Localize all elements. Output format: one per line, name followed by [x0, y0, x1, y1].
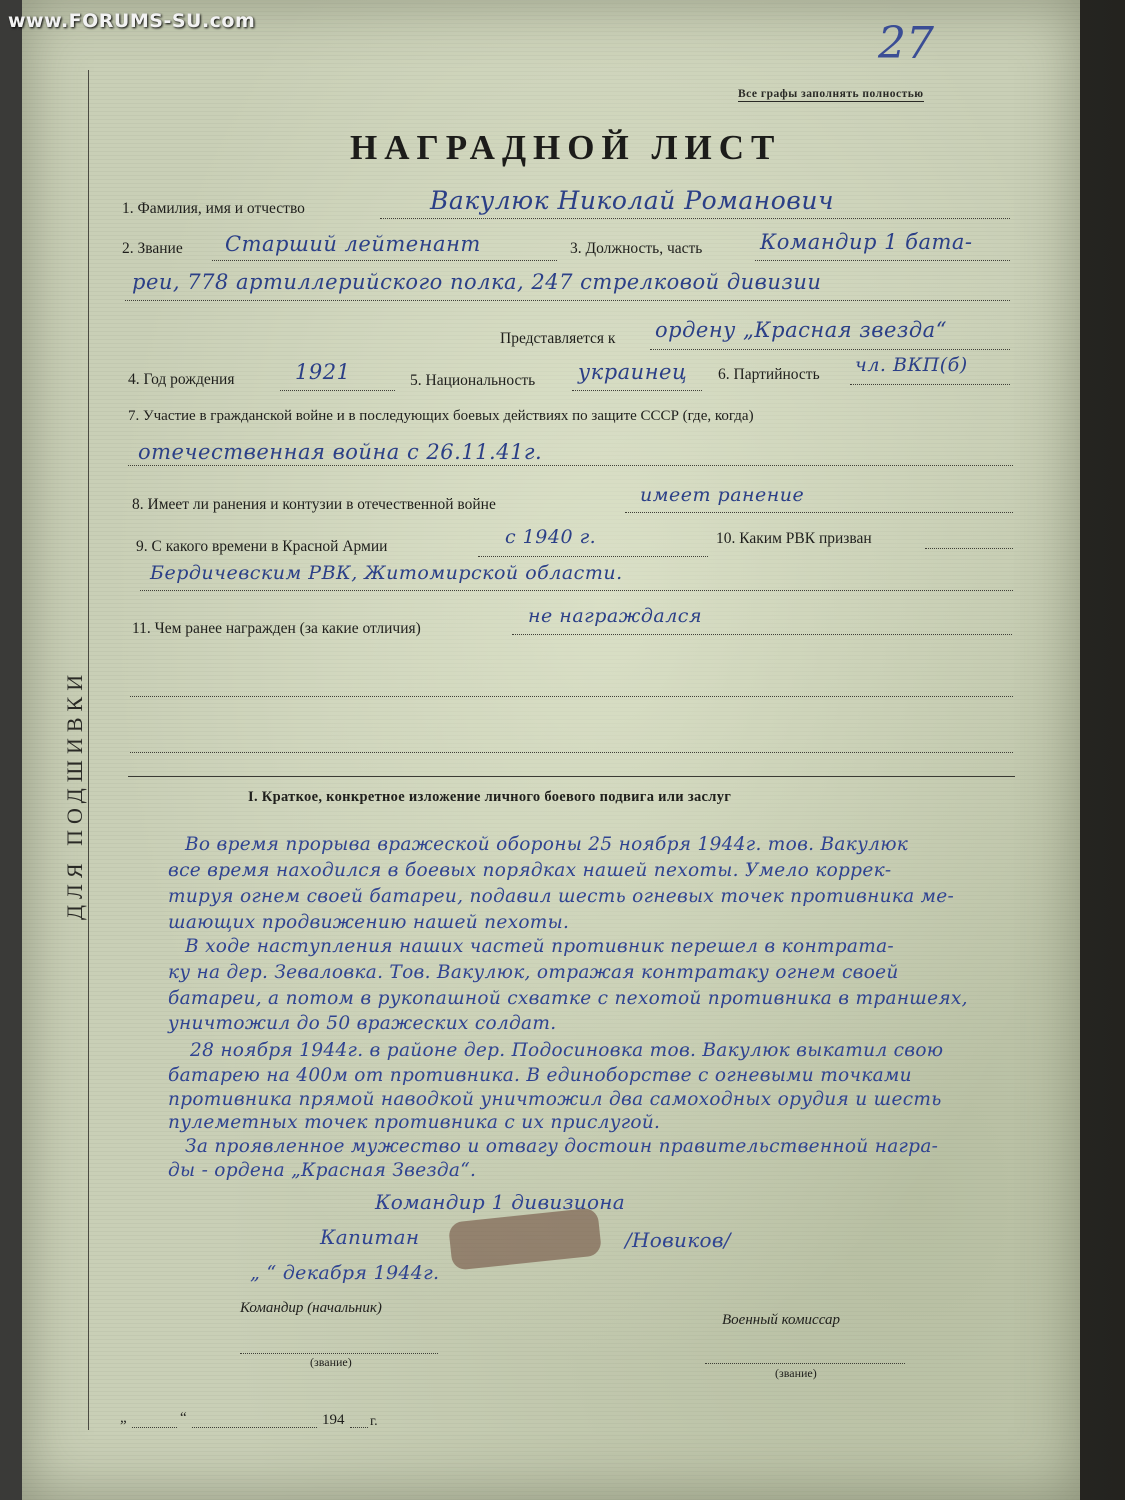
field-10-label: 10. Каким РВК призван	[716, 530, 872, 547]
field-8-line	[625, 512, 1013, 513]
field-2-value: Старший лейтенант	[225, 232, 481, 256]
month-line	[192, 1427, 317, 1428]
field-7-value: отечественная война с 26.11.41г.	[138, 440, 543, 464]
field-11-label: 11. Чем ранее награжден (за какие отличия)	[132, 620, 421, 637]
year-prefix: 194	[322, 1412, 345, 1428]
presented-label: Представляется к	[500, 330, 616, 347]
field-10-value: Бердичевским РВК, Житомирской области.	[150, 562, 623, 584]
field-7-line	[128, 465, 1013, 466]
signature-position: Командир 1 дивизиона	[375, 1190, 626, 1214]
year-line	[350, 1427, 368, 1428]
commander-label: Командир (начальник)	[240, 1300, 382, 1316]
presented-value: ордену „Красная звезда“	[655, 318, 947, 342]
field-9-value: с 1940 г.	[505, 526, 597, 548]
narrative-line: батареи, а потом в рукопашной схватке с пехотой противника в траншеях,	[168, 988, 968, 1009]
narrative-line: тируя огнем своей батареи, подавил шесть огневых точек противника ме-	[168, 886, 955, 907]
field-2-label: 2. Звание	[122, 240, 183, 257]
top-note: Все графы заполнять полностью	[738, 88, 924, 100]
narrative-line: В ходе наступления наших частей противник перешел в контрата-	[185, 936, 894, 957]
narrative-line: пулеметных точек противника с их прислугой.	[168, 1112, 661, 1133]
field-8-value: имеет ранение	[640, 484, 805, 506]
field-5-label: 5. Национальность	[410, 372, 536, 389]
field-4-line	[280, 390, 395, 391]
signature-name: /Новиков/	[625, 1228, 731, 1252]
narrative-line: шающих продвижению нашей пехоты.	[168, 912, 570, 933]
field-6-line	[850, 384, 1010, 385]
signature-rank: Капитан	[320, 1225, 420, 1249]
blank-line-2	[130, 752, 1013, 753]
date-open-quote: „	[120, 1410, 127, 1426]
section-divider	[128, 776, 1015, 777]
field-6-label: 6. Партийность	[718, 366, 820, 383]
field-9-line	[478, 556, 708, 557]
rank-caption-right: (звание)	[775, 1366, 817, 1380]
signature-date: „ “ декабря 1944г.	[250, 1262, 440, 1284]
field-2-line	[212, 260, 557, 261]
field-1-value: Вакулюк Николай Романович	[430, 186, 834, 215]
field-10-line-2	[140, 590, 1013, 591]
narrative-line: ку на дер. Зеваловка. Тов. Вакулюк, отражая контратаку огнем своей	[168, 962, 899, 983]
field-8-label: 8. Имеет ли ранения и контузии в отечественной войне	[132, 496, 496, 513]
field-3-value: Командир 1 бата-	[760, 230, 973, 254]
field-11-line	[512, 634, 1012, 635]
field-3-line	[755, 260, 1010, 261]
field-4-label: 4. Год рождения	[128, 371, 235, 388]
field-1-line	[380, 218, 1010, 219]
field-6-value: чл. ВКП(б)	[855, 354, 968, 376]
rank-caption-left: (звание)	[310, 1355, 352, 1369]
award-sheet	[22, 0, 1080, 1500]
binding-margin-line	[88, 70, 89, 1430]
commander-line	[240, 1353, 438, 1354]
year-suffix: г.	[370, 1414, 378, 1429]
field-3-value-cont: реи, 778 артиллерийского полка, 247 стрелковой дивизии	[132, 270, 822, 294]
field-9-label: 9. С какого времени в Красной Армии	[136, 538, 388, 555]
narrative-line: 28 ноября 1944г. в районе дер. Подосиновка тов. Вакулюк выкатил свою	[190, 1040, 944, 1061]
narrative-line: противника прямой наводкой уничтожил два самоходных орудия и шесть	[168, 1089, 942, 1110]
narrative-line: За проявленное мужество и отвагу достоин правительственной награ-	[185, 1136, 939, 1157]
field-5-value: украинец	[578, 360, 688, 384]
field-7-label: 7. Участие в гражданской войне и в последующих боевых действиях по защите СССР (где, когда)	[128, 408, 754, 424]
page-number: 27	[878, 18, 934, 69]
field-11-value: не награждался	[528, 605, 703, 627]
narrative-line: уничтожил до 50 вражеских солдат.	[168, 1013, 557, 1034]
commissar-line	[705, 1363, 905, 1364]
field-3-label: 3. Должность, часть	[570, 240, 703, 257]
field-4-value: 1921	[295, 360, 351, 384]
field-3-line-2	[125, 300, 1010, 301]
page-title: НАГРАДНОЙ ЛИСТ	[350, 128, 782, 167]
commissar-label: Военный комиссар	[722, 1312, 840, 1328]
narrative-line: Во время прорыва вражеской обороны 25 ноября 1944г. тов. Вакулюк	[185, 834, 909, 855]
narrative-line: батарею на 400м от противника. В единоборстве с огневыми точками	[168, 1065, 912, 1086]
side-label: ДЛЯ ПОДШИВКИ	[62, 668, 87, 920]
section-heading: I. Краткое, конкретное изложение личного боевого подвига или заслуг	[248, 789, 732, 805]
field-1-label: 1. Фамилия, имя и отчество	[122, 200, 305, 217]
day-line	[132, 1427, 177, 1428]
narrative-line: все время находился в боевых порядках нашей пехоты. Умело коррек-	[168, 860, 892, 881]
narrative-line: ды - ордена „Красная Звезда“.	[168, 1160, 477, 1181]
watermark: www.FORUMS-SU.com	[8, 10, 256, 32]
field-5-line	[572, 390, 702, 391]
presented-line	[650, 349, 1010, 350]
blank-line-1	[130, 696, 1013, 697]
date-close-quote: “	[180, 1410, 187, 1426]
field-10-line	[925, 548, 1013, 549]
